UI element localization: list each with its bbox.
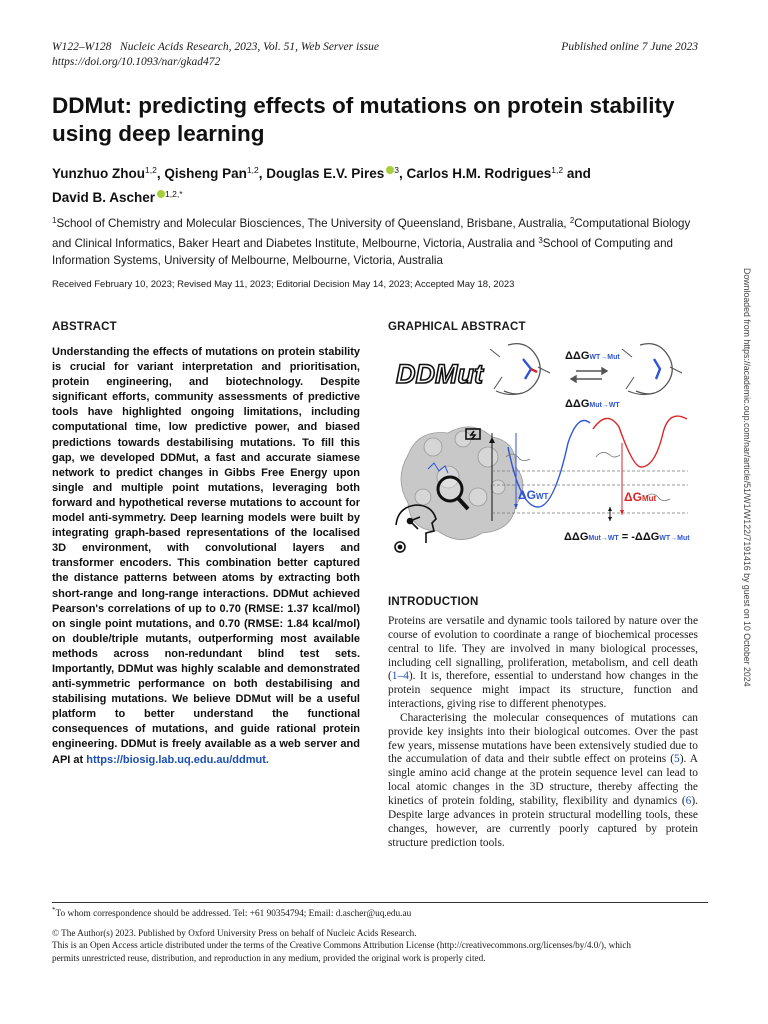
svg-text:ΔΔGMut→WT: ΔΔGMut→WT: [565, 398, 620, 410]
svg-text:ΔGMut: ΔGMut: [624, 490, 657, 504]
running-header: [52, 40, 379, 70]
ddg-reverse-label: ΔΔG: [565, 398, 590, 410]
exchange-arrows-icon: [571, 368, 607, 382]
doi-link[interactable]: https://doi.org/10.1093/nar/gkad472: [52, 56, 221, 68]
ddg-forward-label: ΔΔG: [565, 350, 590, 362]
author: Carlos H.M. Rodrigues$^{1,2}$ and: [406, 165, 591, 181]
author: Douglas E.V. Pires $^3$,: [266, 165, 407, 181]
introduction-heading: INTRODUCTION: [388, 596, 479, 608]
page-range: W122–W128: [52, 41, 112, 53]
author: Yunzhuo Zhou$^{1,2}$,: [52, 165, 165, 181]
dg-mut-label: ΔG: [624, 490, 642, 504]
mut-energy-curve: [593, 416, 687, 467]
submission-dates: Received February 10, 2023; Revised May 11, 2023; Editorial Decision May 14, 2023; Accepted May 18, 2023: [52, 279, 515, 290]
publication-date: Published online 7 June 2023: [561, 41, 698, 53]
gear-icon: [395, 542, 405, 552]
correspondence-footnote: *To whom correspondence should be addressed. Tel: +61 90354794; Email: d.ascher@uq.edu.au: [52, 906, 412, 920]
download-watermark: Downloaded from https://academic.oup.com/nar/article/51/W1/W122/7191416 by guest on 10 October 2024: [742, 268, 752, 687]
journal-name: Nucleic Acids Research, 2023, Vol. 51, Web Server issue: [120, 41, 379, 53]
protein-structure-wt: [490, 344, 550, 395]
graphical-abstract: [388, 337, 708, 559]
svg-text:ΔΔGMut→WT = -ΔΔGWT→Mut: ΔΔGMut→WT = -ΔΔGWT→Mut: [564, 531, 690, 543]
copyright-notice: © The Author(s) 2023. Published by Oxford University Press on behalf of Nucleic Acids Research. This is an Open Access article distributed under the terms of the Creative Commons Attribution License (http://creativecommons.org/licenses/by/4.0/), which permits unrestricted reuse, distribution, and reproduction in any medium, provided the original work is properly cited.: [52, 928, 632, 963]
protein-structure-mut: [622, 344, 682, 395]
abstract-heading: ABSTRACT: [52, 321, 117, 333]
svg-text:ΔGWT: ΔGWT: [518, 488, 549, 502]
energy-landscape-diagram: [489, 416, 688, 521]
citation-link[interactable]: 6: [685, 794, 692, 807]
citation-link[interactable]: 5: [674, 753, 680, 766]
web-server-link[interactable]: https://biosig.lab.uq.edu.au/ddmut.: [86, 753, 269, 766]
citation-link[interactable]: 1–4: [391, 670, 409, 683]
author: David B. Ascher $^{1,2,*}$: [52, 189, 183, 205]
author-list: [52, 160, 712, 208]
svg-text:ΔΔGWT→Mut: ΔΔGWT→Mut: [565, 350, 620, 362]
intro-paragraph: Proteins are versatile and dynamic tools tailored by nature over the course of evolution to coordinate a range of biochemical processes central to life. They are involved in many biological processes, including cell signalling, proliferation, metabolism, and cell death (1–4). It is, therefore, essential to understand how changes in the protein sequence might impact its structure, function and interactions, giving rise to different phenotypes.: [388, 615, 698, 711]
dg-wt-label: ΔG: [518, 488, 536, 502]
affiliations: $^1$School of Chemistry and Molecular Biosciences, The University of Queensland, Brisbane, Australia, $^2$Computational Biology and Clinical Informatics, Baker Heart and Diabetes Institute, Melbourne, Victoria, Australia and $^3$School of Computing and Information Systems, University of Melbourne, Melbourne, Victoria, Australia: [52, 216, 691, 267]
abstract-body: Understanding the effects of mutations on protein stability is crucial for variant interpretation and prioritisation, protein engineering, and biotechnology. Despite significant efforts, community assessments of predictive tools have highlighted ongoing limitations, including computational time, low predictive power, and biased predictions towards destabilising mutations. To fill this gap, we developed DDMut, a fast and accurate siamese network to predict changes in Gibbs Free Energy upon single and multiple point mutations, leveraging both forward and hypothetical reverse mutations to account for model anti-symmetry. Deep learning models were built by integrating graph-based representations of the localised 3D environment, with convolutional layers and transformer encoders. This combination better captured the distance patterns between atoms by extracting both short-range and long-range interactions. DDMut achieved Pearson's correlations of up to 0.70 (RMSE: 1.37 kcal/mol) on single point mutations, and 0.70 (RMSE: 1.84 kcal/mol) on double/triple mutants, outperforming most available methods across non-redundant blind test sets. Importantly, DDMut was highly scalable and demonstrated anti-symmetric performance on both destabilising and stabilising mutations. We believe DDMut will be a useful platform to better understand the functional consequences of mutations, and guide rational protein engineering. DDMut is freely available as a web server and API at https://biosig.lab.uq.edu.au/ddmut.: [52, 346, 360, 766]
ddmut-logo: DDMut: [396, 359, 483, 389]
orcid-icon[interactable]: [157, 190, 165, 198]
introduction-body: [388, 615, 698, 850]
author: Qisheng Pan$^{1,2}$,: [164, 165, 267, 181]
intro-paragraph: Characterising the molecular consequences of mutations can provide key insights into their biological outcomes. Over the past few years, missense mutations have been extensively studied due to the accumulation of data and their subtle effect on proteins (5). A single amino acid change at the protein sequence level can lead to local atomic changes in the 3D structure, thereby affecting the kinetics of protein folding, stability, flexibility and dynamics (6). Despite large advances in protein structural modelling tools, these changes, however, are currently poorly captured by protein structure prediction tools.: [388, 711, 698, 849]
antisymmetry-equation: ΔΔG: [564, 531, 589, 543]
paper-title: DDMut: predicting effects of mutations on protein stability using deep learning: [52, 93, 675, 146]
graphical-abstract-heading: GRAPHICAL ABSTRACT: [388, 321, 526, 333]
footnote-divider: [52, 902, 708, 903]
